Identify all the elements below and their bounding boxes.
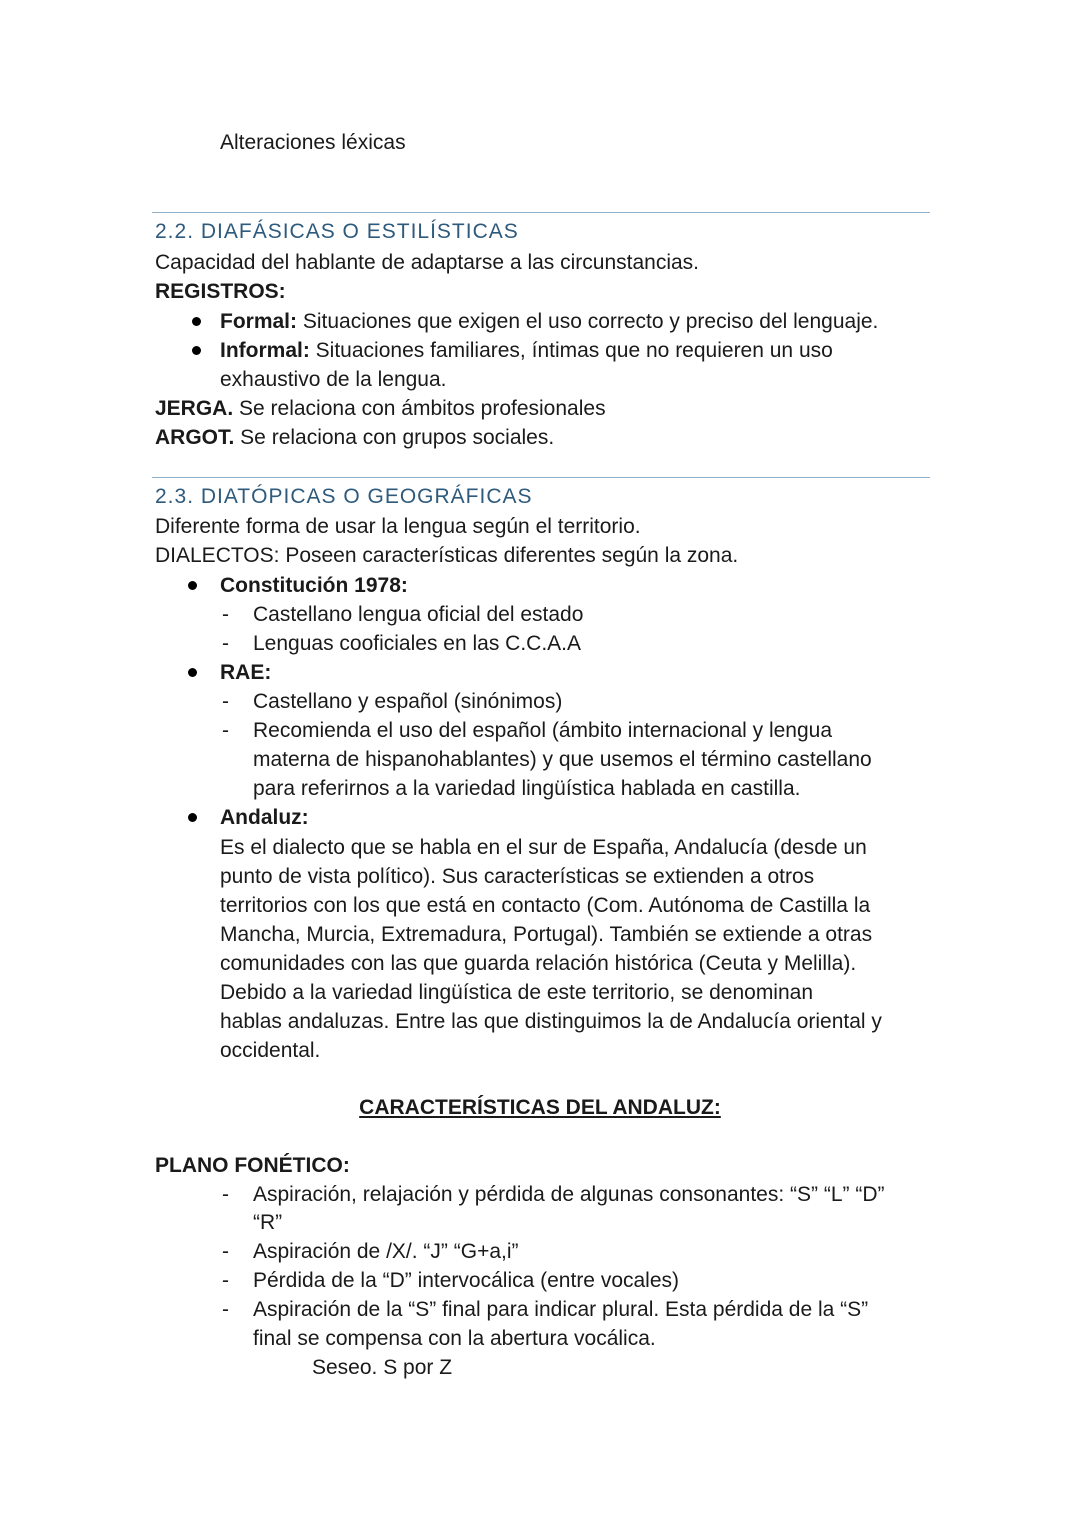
rae-item-continued: materna de hispanohablantes) y que usemos el término castellano xyxy=(253,748,872,771)
caracteristicas-title-text: CARACTERÍSTICAS DEL ANDALUZ: xyxy=(359,1096,721,1119)
dash-icon: - xyxy=(222,1298,229,1321)
rae-item-continued: para referirnos a la variedad lingüística hablada en castilla. xyxy=(253,777,801,800)
rae-item: Castellano y español (sinónimos) xyxy=(253,690,563,713)
argot-line xyxy=(155,423,554,452)
dash-icon: - xyxy=(222,1240,229,1263)
dash-icon: - xyxy=(222,719,229,742)
section-heading-diafasicas: 2.2. DIAFÁSICAS O ESTILÍSTICAS xyxy=(155,220,519,243)
formal-text: Situaciones que exigen el uso correcto y preciso del lenguaje. xyxy=(297,310,879,333)
section-heading-diatopicas: 2.3. DIATÓPICAS O GEOGRÁFICAS xyxy=(155,485,533,508)
dash-icon: - xyxy=(222,603,229,626)
constitucion-item: Castellano lengua oficial del estado xyxy=(253,603,584,626)
bullet-icon xyxy=(188,813,197,822)
andaluz-paragraph-line: Es el dialecto que se habla en el sur de España, Andalucía (desde un xyxy=(220,836,867,859)
rae-label: RAE: xyxy=(220,661,272,684)
diafasicas-description: Capacidad del hablante de adaptarse a las circunstancias. xyxy=(155,251,700,274)
argot-label: ARGOT. xyxy=(155,426,235,449)
argot-text: Se relaciona con grupos sociales. xyxy=(234,426,555,449)
plano-fonetico-label: PLANO FONÉTICO: xyxy=(155,1154,350,1177)
andaluz-paragraph-line: punto de vista político). Sus características se extienden a otros xyxy=(220,865,815,888)
andaluz-paragraph-line: territorios con los que está en contacto (Com. Autónoma de Castilla la xyxy=(220,894,871,917)
andaluz-paragraph-line: hablas andaluzas. Entre las que distinguimos la de Andalucía oriental y xyxy=(220,1010,882,1033)
rae-item: Recomienda el uso del español (ámbito internacional y lengua xyxy=(253,719,833,742)
alteraciones-text: Alteraciones léxicas xyxy=(220,131,406,154)
constitucion-label: Constitución 1978: xyxy=(220,574,408,597)
dialectos-text: DIALECTOS: Poseen características diferentes según la zona. xyxy=(155,544,739,567)
bullet-icon xyxy=(188,581,197,590)
dash-icon: - xyxy=(222,1183,229,1206)
diatopicas-description: Diferente forma de usar la lengua según el territorio. xyxy=(155,515,641,538)
fonetico-item: Aspiración de la “S” final para indicar plural. Esta pérdida de la “S” xyxy=(253,1298,869,1321)
section-divider xyxy=(152,477,930,478)
seseo-text: Seseo. S por Z xyxy=(312,1356,453,1379)
registro-formal xyxy=(220,307,878,336)
fonetico-item: Aspiración, relajación y pérdida de algunas consonantes: “S” “L” “D” xyxy=(253,1183,885,1206)
andaluz-paragraph-line: occidental. xyxy=(220,1039,321,1062)
jerga-line xyxy=(155,394,606,423)
fonetico-item: Aspiración de /X/. “J” “G+a,i” xyxy=(253,1240,519,1263)
dash-icon: - xyxy=(222,1269,229,1292)
jerga-label: JERGA. xyxy=(155,397,234,420)
informal-text: Situaciones familiares, íntimas que no requieren un uso xyxy=(309,339,833,362)
andaluz-label: Andaluz: xyxy=(220,806,309,829)
bullet-icon xyxy=(192,346,201,355)
fonetico-item-continued: final se compensa con la abertura vocálica. xyxy=(253,1327,656,1350)
andaluz-paragraph-line: Debido a la variedad lingüística de este territorio, se denominan xyxy=(220,981,814,1004)
dash-icon: - xyxy=(222,690,229,713)
jerga-text: Se relaciona con ámbitos profesionales xyxy=(233,397,606,420)
andaluz-paragraph-line: comunidades con las que guarda relación histórica (Ceuta y Melilla). xyxy=(220,952,857,975)
informal-text-continued: exhaustivo de la lengua. xyxy=(220,368,447,391)
informal-label: Informal: xyxy=(220,339,310,362)
andaluz-paragraph-line: Mancha, Murcia, Extremadura, Portugal). También se extiende a otras xyxy=(220,923,873,946)
constitucion-item: Lenguas cooficiales en las C.C.A.A xyxy=(253,632,582,655)
bullet-icon xyxy=(188,668,197,677)
registros-label: REGISTROS: xyxy=(155,280,286,303)
bullet-icon xyxy=(192,317,201,326)
caracteristicas-title xyxy=(0,1093,1080,1122)
fonetico-item: Pérdida de la “D” intervocálica (entre vocales) xyxy=(253,1269,680,1292)
fonetico-item-continued: “R” xyxy=(253,1211,283,1234)
dash-icon: - xyxy=(222,632,229,655)
section-divider xyxy=(152,212,930,213)
formal-label: Formal: xyxy=(220,310,298,333)
registro-informal xyxy=(220,336,833,365)
